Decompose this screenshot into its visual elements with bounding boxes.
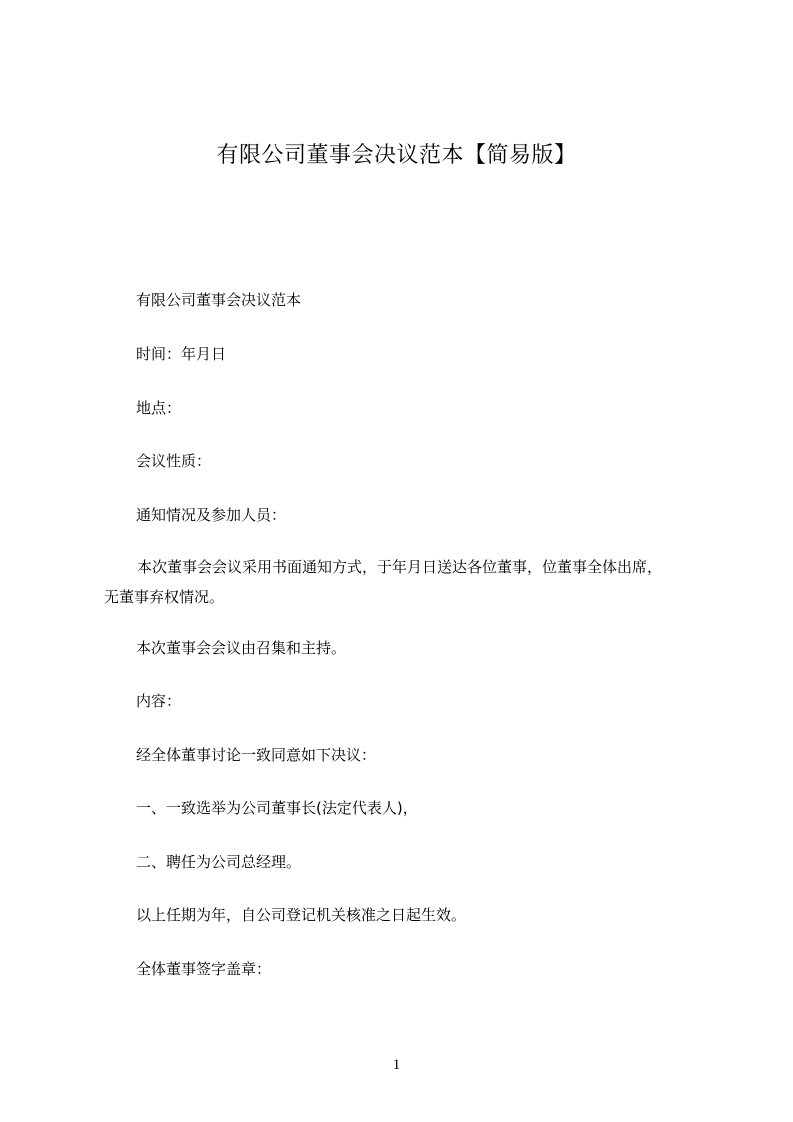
notice-paragraph bbox=[104, 552, 694, 612]
discussion-statement: 经全体董事讨论一致同意如下决议： bbox=[136, 746, 377, 764]
resolution-item-1: 一、一致选举为公司董事长(法定代表人)， bbox=[136, 799, 418, 817]
resolution-item-2: 二、聘任为公司总经理。 bbox=[136, 853, 302, 871]
term-statement: 以上任期为年，自公司登记机关核准之日起生效。 bbox=[136, 906, 467, 924]
document-title: 有限公司董事会决议范本【简易版】 bbox=[216, 143, 577, 168]
meeting-time: 时间：年月日 bbox=[136, 345, 227, 363]
page-number: 1 bbox=[392, 1057, 401, 1073]
document-subtitle: 有限公司董事会决议范本 bbox=[136, 291, 302, 309]
meeting-host: 本次董事会会议由召集和主持。 bbox=[136, 639, 347, 657]
notice-paragraph-line-1: 本次董事会会议采用书面通知方式，于年月日送达各位董事，位董事全体出席， bbox=[137, 558, 663, 576]
meeting-nature: 会议性质： bbox=[136, 452, 212, 470]
meeting-place: 地点： bbox=[136, 399, 182, 417]
notice-heading: 通知情况及参加人员： bbox=[136, 506, 287, 524]
content-heading: 内容： bbox=[136, 692, 182, 710]
notice-paragraph-line-2: 无董事弃权情况。 bbox=[104, 588, 225, 606]
signature-heading: 全体董事签字盖章： bbox=[136, 960, 272, 978]
